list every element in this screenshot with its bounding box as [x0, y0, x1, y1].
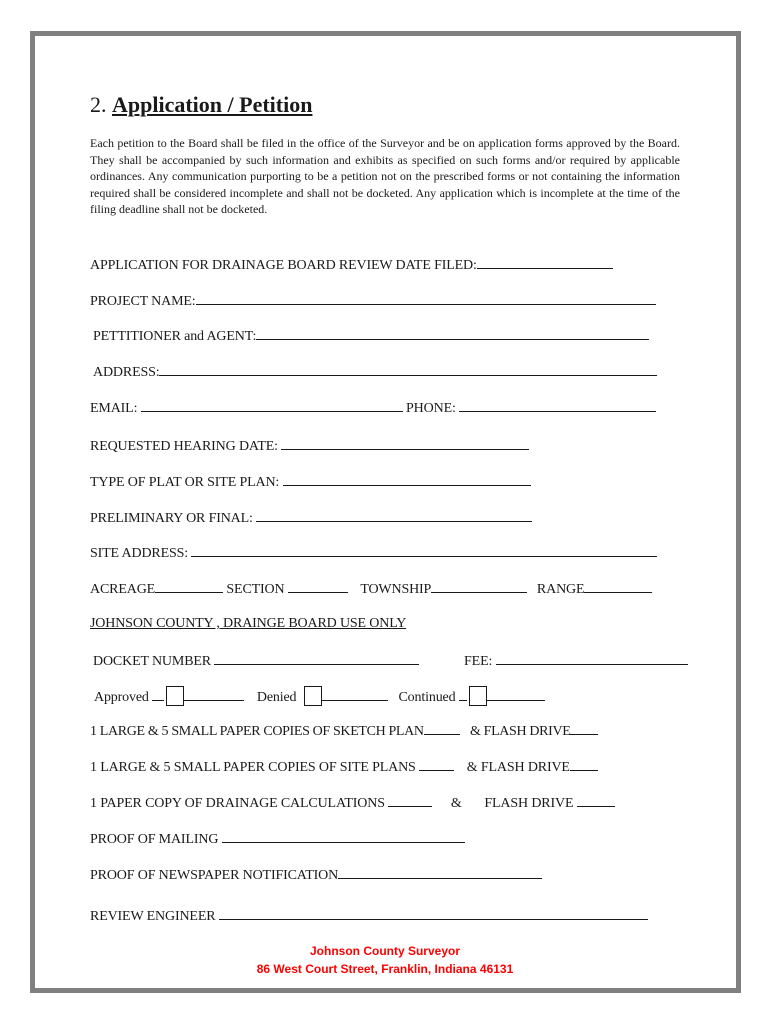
email-field[interactable]	[141, 398, 403, 412]
newspaper-field[interactable]	[338, 865, 542, 879]
footer-address: 86 West Court Street, Franklin, Indiana 46131	[256, 962, 514, 976]
email-label: EMAIL:	[90, 401, 138, 416]
sketch-plan-flash-label: & FLASH DRIVE	[469, 724, 571, 739]
drainage-calcs-label: 1 PAPER COPY OF DRAINAGE CALCULATIONS	[90, 796, 385, 811]
site-address-field[interactable]	[191, 543, 657, 557]
address-label: ADDRESS:	[93, 365, 160, 380]
acreage-label: ACREAGE	[90, 582, 156, 597]
site-plans-row	[90, 757, 598, 777]
date-filed-row	[90, 255, 613, 275]
mailing-field[interactable]	[222, 829, 465, 843]
drainage-calcs-row	[90, 793, 615, 813]
sketch-plan-paper-field[interactable]	[424, 721, 460, 735]
continued-trail-line	[487, 687, 545, 701]
site-address-row	[90, 543, 657, 563]
date-filed-field[interactable]	[477, 255, 613, 269]
date-filed-label: APPLICATION FOR DRAINAGE BOARD REVIEW DATE FILED:	[90, 258, 477, 273]
denied-label: Denied	[256, 690, 297, 705]
newspaper-label: PROOF OF NEWSPAPER NOTIFICATION	[90, 868, 339, 883]
section-title: Application / Petition	[112, 92, 313, 117]
approved-label: Approved	[94, 690, 149, 705]
sketch-plan-label: 1 LARGE & 5 SMALL PAPER COPIES OF SKETCH PLAN	[90, 724, 424, 739]
site-plans-flash-label: & FLASH DRIVE	[466, 760, 570, 775]
phone-field[interactable]	[459, 398, 656, 412]
approved-trail-line	[184, 687, 244, 701]
mailing-label: PROOF OF MAILING	[90, 832, 219, 847]
engineer-label: REVIEW ENGINEER	[90, 909, 216, 924]
section-field[interactable]	[288, 579, 348, 593]
plat-type-field[interactable]	[283, 472, 531, 486]
sketch-plan-row	[90, 721, 598, 741]
township-field[interactable]	[431, 579, 527, 593]
prelim-final-row	[90, 508, 532, 528]
drainage-calcs-paper-field[interactable]	[388, 793, 432, 807]
petitioner-label: PETTITIONER and AGENT:	[93, 329, 257, 344]
hearing-date-label: REQUESTED HEARING DATE:	[90, 439, 278, 454]
petitioner-field[interactable]	[256, 326, 649, 340]
fee-label: FEE:	[464, 654, 493, 669]
engineer-field[interactable]	[219, 906, 648, 920]
address-row	[93, 362, 657, 382]
fee-field[interactable]	[496, 651, 688, 665]
range-field[interactable]	[584, 579, 652, 593]
section-number: 2.	[90, 92, 107, 117]
continued-lead-line	[459, 687, 467, 701]
range-label: RANGE	[536, 582, 585, 597]
continued-label: Continued	[398, 690, 456, 705]
email-phone-row	[90, 398, 656, 418]
prelim-final-label: PRELIMINARY OR FINAL:	[90, 511, 253, 526]
acreage-row	[90, 579, 652, 599]
docket-label: DOCKET NUMBER	[93, 654, 211, 669]
site-address-label: SITE ADDRESS:	[90, 546, 189, 561]
mailing-row	[90, 829, 465, 849]
site-plans-label: 1 LARGE & 5 SMALL PAPER COPIES OF SITE PLANS	[90, 760, 416, 775]
prelim-final-field[interactable]	[256, 508, 532, 522]
acreage-field[interactable]	[155, 579, 223, 593]
board-use-heading: JOHNSON COUNTY , DRAINGE BOARD USE ONLY	[90, 616, 407, 631]
project-name-field[interactable]	[196, 291, 656, 305]
project-name-label: PROJECT NAME:	[90, 294, 196, 309]
petitioner-row	[93, 326, 649, 346]
phone-label: PHONE:	[406, 401, 456, 416]
section-label: SECTION	[226, 582, 285, 597]
sketch-plan-flash-field[interactable]	[570, 721, 598, 735]
plat-type-row	[90, 472, 531, 492]
plat-type-label: TYPE OF PLAT OR SITE PLAN:	[90, 475, 280, 490]
hearing-date-row	[90, 436, 529, 456]
approved-checkbox[interactable]	[166, 686, 184, 706]
docket-row	[93, 651, 688, 671]
approved-lead-line	[152, 687, 164, 701]
drainage-calcs-flash-label: FLASH DRIVE	[484, 796, 574, 811]
page-title	[90, 92, 312, 118]
project-name-row	[90, 291, 656, 311]
decision-row	[94, 686, 545, 707]
newspaper-row	[90, 865, 542, 885]
engineer-row	[90, 906, 648, 926]
footer-org: Johnson County Surveyor	[309, 944, 461, 958]
denied-checkbox[interactable]	[304, 686, 322, 706]
denied-trail-line	[322, 687, 388, 701]
drainage-calcs-flash-field[interactable]	[577, 793, 615, 807]
township-label: TOWNSHIP	[360, 582, 432, 597]
intro-paragraph: Each petition to the Board shall be filed in the office of the Surveyor and be on application forms approved by the Board. They shall be accompanied by such information and exhibits as specified on such forms and/or required by applicable ordinances. Any communication purporting to be a petition not on the prescribed forms or not containing the information required shall be considered incomplete and shall not be docketed. Any application which is incomplete at the time of the filing deadline shall not be docketed.	[90, 136, 680, 216]
drainage-calcs-amp: &	[450, 796, 462, 811]
site-plans-flash-field[interactable]	[570, 757, 598, 771]
address-field[interactable]	[159, 362, 657, 376]
hearing-date-field[interactable]	[281, 436, 529, 450]
site-plans-paper-field[interactable]	[419, 757, 454, 771]
continued-checkbox[interactable]	[469, 686, 487, 706]
docket-field[interactable]	[214, 651, 419, 665]
